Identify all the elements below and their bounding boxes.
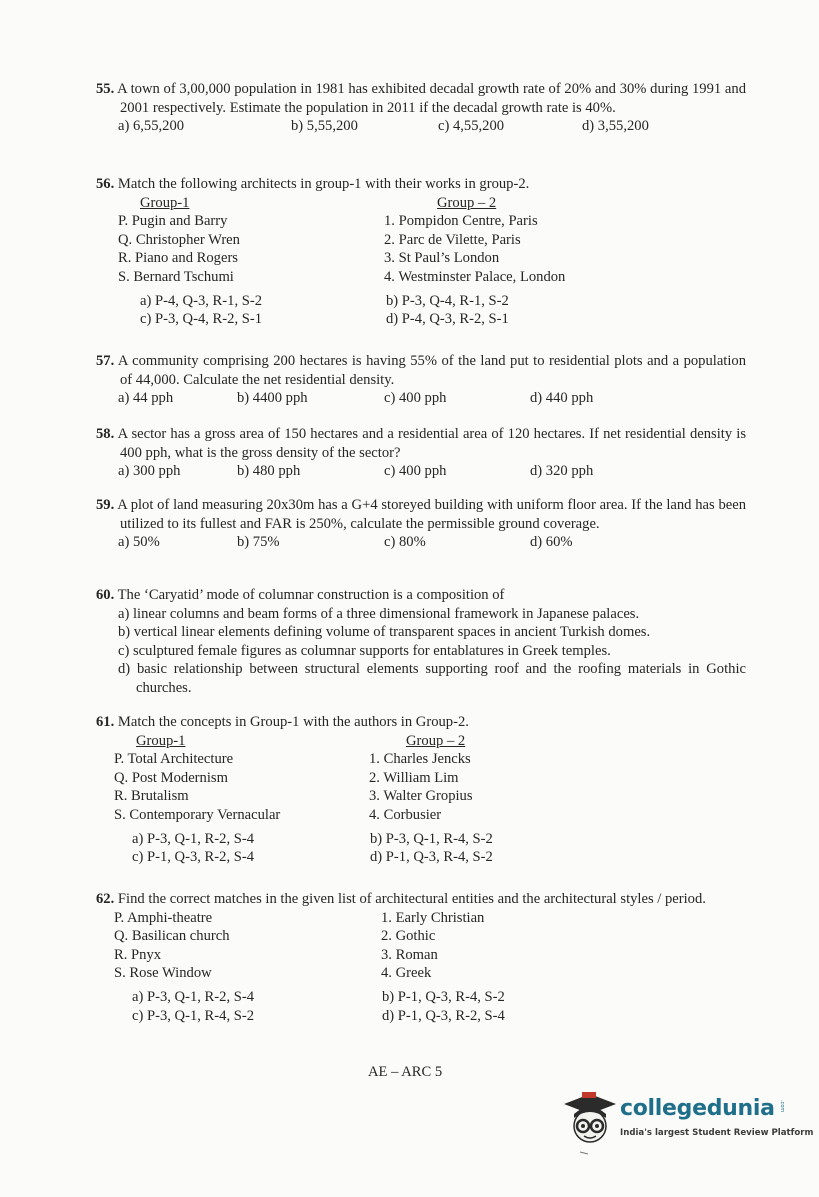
option-a: a) P-4, Q-3, R-1, S-2 <box>140 292 263 309</box>
group1-item: Q. Christopher Wren <box>118 231 240 248</box>
question-61-stem: 61. Match the concepts in Group-1 with the authors in Group-2. <box>96 714 469 730</box>
group1-item: R. Brutalism <box>114 788 189 805</box>
option-c: c) 400 pph <box>384 390 447 407</box>
option-d: d) 3,55,200 <box>582 118 649 135</box>
question-59 <box>96 496 746 552</box>
answer-options <box>140 292 746 329</box>
group1-header: Group-1 <box>140 194 190 211</box>
group1-header: Group-1 <box>136 732 186 749</box>
question-number: 55. <box>96 81 115 97</box>
question-number: 61. <box>96 714 115 730</box>
option-a: a) 300 pph <box>118 463 181 480</box>
question-56-stem: 56. Match the following architects in group-1 with their works in group-2. <box>96 176 530 192</box>
question-61 <box>96 713 746 867</box>
option-a: a) 6,55,200 <box>118 118 185 135</box>
group2-item: 4. Westminster Palace, London <box>384 268 566 285</box>
question-number: 56. <box>96 176 115 192</box>
question-60-stem: 60. The ‘Caryatid’ mode of columnar construction is a composition of <box>96 587 505 603</box>
option-c: c) 400 pph <box>384 463 447 480</box>
options-row <box>118 462 746 481</box>
match-table <box>116 194 746 287</box>
group1-item: P. Total Architecture <box>114 751 234 768</box>
collegedunia-logo <box>558 1088 814 1158</box>
question-55-stem: 55. A town of 3,00,000 population in 1981 has exhibited decadal growth rate of 20% and 30% during 1991 and 2001 respectively. Estimate the population in 2011 if the decadal growth rate is 40%. <box>96 81 746 116</box>
answer-options <box>132 988 746 1025</box>
option-a: a) P-3, Q-1, R-2, S-4 <box>132 830 255 847</box>
match-table <box>116 732 746 825</box>
group1-item: R. Piano and Rogers <box>118 250 238 267</box>
option-d: d) P-1, Q-3, R-2, S-4 <box>382 1007 505 1024</box>
group2-header: Group – 2 <box>437 194 497 211</box>
brand-name: collegedunia <box>620 1096 775 1121</box>
group2-item: 4. Greek <box>381 965 432 982</box>
option-c: c) 80% <box>384 534 426 551</box>
options-list <box>118 605 746 698</box>
question-56 <box>96 175 746 329</box>
question-59-stem: 59. A plot of land measuring 20x30m has a G+4 storeyed building with uniform floor area. If the land has been utilized to its fullest and FAR is 250%, calculate the permissible ground coverage. <box>96 497 746 532</box>
group1-item: S. Bernard Tschumi <box>118 268 234 285</box>
question-62-stem: 62. Find the correct matches in the given list of architectural entities and the architectural styles / period. <box>96 891 706 907</box>
question-number: 57. <box>96 353 115 369</box>
option-c: c) P-3, Q-4, R-2, S-1 <box>140 311 263 328</box>
question-55 <box>96 80 746 136</box>
options-row <box>118 117 746 136</box>
match-table <box>116 909 746 983</box>
page-code: AE – ARC 5 <box>368 1064 443 1080</box>
option-b: b) vertical linear elements defining volume of transparent spaces in ancient Turkish domes. <box>118 624 651 641</box>
group2-item: 2. Gothic <box>381 928 436 945</box>
question-number: 60. <box>96 587 115 603</box>
option-c: c) P-3, Q-1, R-4, S-2 <box>132 1007 255 1024</box>
options-row <box>118 533 746 552</box>
option-b: b) 75% <box>237 534 280 551</box>
question-number: 62. <box>96 891 115 907</box>
option-d: d) 320 pph <box>530 463 594 480</box>
question-58-stem: 58. A sector has a gross area of 150 hectares and a residential area of 120 hectares. If net residential density is 400 pph, what is the gross density of the sector? <box>96 426 746 461</box>
group2-item: 4. Corbusier <box>369 806 442 823</box>
group1-item: S. Contemporary Vernacular <box>114 806 281 823</box>
option-b: b) 4400 pph <box>237 390 308 407</box>
option-b: b) P-3, Q-1, R-4, S-2 <box>370 830 493 847</box>
brand-domain-suffix: .com <box>779 1100 785 1113</box>
option-b: b) 5,55,200 <box>291 118 358 135</box>
answer-options <box>132 830 746 867</box>
options-row <box>118 389 746 408</box>
group1-item: Q. Post Modernism <box>114 769 228 786</box>
option-b: b) P-1, Q-3, R-4, S-2 <box>382 988 505 1005</box>
group2-item: 1. Early Christian <box>381 909 485 926</box>
question-58 <box>96 425 746 481</box>
question-60 <box>96 586 746 698</box>
option-a: a) 50% <box>118 534 160 551</box>
option-a: a) P-3, Q-1, R-2, S-4 <box>132 988 255 1005</box>
student-mascot-icon <box>558 1088 620 1160</box>
option-a: a) linear columns and beam forms of a three dimensional framework in Japanese palaces. <box>118 605 640 622</box>
group2-item: 2. William Lim <box>369 769 459 786</box>
question-57 <box>96 352 746 408</box>
option-d: d) P-4, Q-3, R-2, S-1 <box>386 311 509 328</box>
option-b: b) 480 pph <box>237 463 301 480</box>
group2-item: 1. Charles Jencks <box>369 751 471 768</box>
group1-item: S. Rose Window <box>114 965 212 982</box>
group2-header: Group – 2 <box>406 732 466 749</box>
question-57-stem: 57. A community comprising 200 hectares is having 55% of the land put to residential plots and a population of 44,000. Calculate the net residential density. <box>96 353 746 388</box>
option-b: b) P-3, Q-4, R-1, S-2 <box>386 292 509 309</box>
group2-item: 2. Parc de Vilette, Paris <box>384 231 521 248</box>
group2-item: 3. Roman <box>381 946 438 963</box>
question-62 <box>96 890 746 1025</box>
option-d: d) 60% <box>530 534 573 551</box>
group1-item: P. Pugin and Barry <box>118 213 228 230</box>
option-c: c) sculptured female figures as columnar supports for entablatures in Greek temples. <box>118 642 611 659</box>
option-d: d) basic relationship between structural elements supporting roof and the roofing materials in Gothic churches. <box>118 661 746 696</box>
option-d: d) P-1, Q-3, R-4, S-2 <box>370 849 493 866</box>
option-c: c) P-1, Q-3, R-2, S-4 <box>132 849 255 866</box>
option-a: a) 44 pph <box>118 390 174 407</box>
group2-item: 1. Pompidon Centre, Paris <box>384 213 538 230</box>
group2-item: 3. St Paul’s London <box>384 250 500 267</box>
option-c: c) 4,55,200 <box>438 118 505 135</box>
group1-item: R. Pnyx <box>114 946 162 963</box>
group1-item: Q. Basilican church <box>114 928 230 945</box>
group2-item: 3. Walter Gropius <box>369 788 473 805</box>
question-number: 58. <box>96 426 115 442</box>
question-number: 59. <box>96 497 115 513</box>
option-d: d) 440 pph <box>530 390 594 407</box>
group1-item: P. Amphi-theatre <box>114 909 213 926</box>
brand-tagline: India's largest Student Review Platform <box>620 1128 814 1138</box>
